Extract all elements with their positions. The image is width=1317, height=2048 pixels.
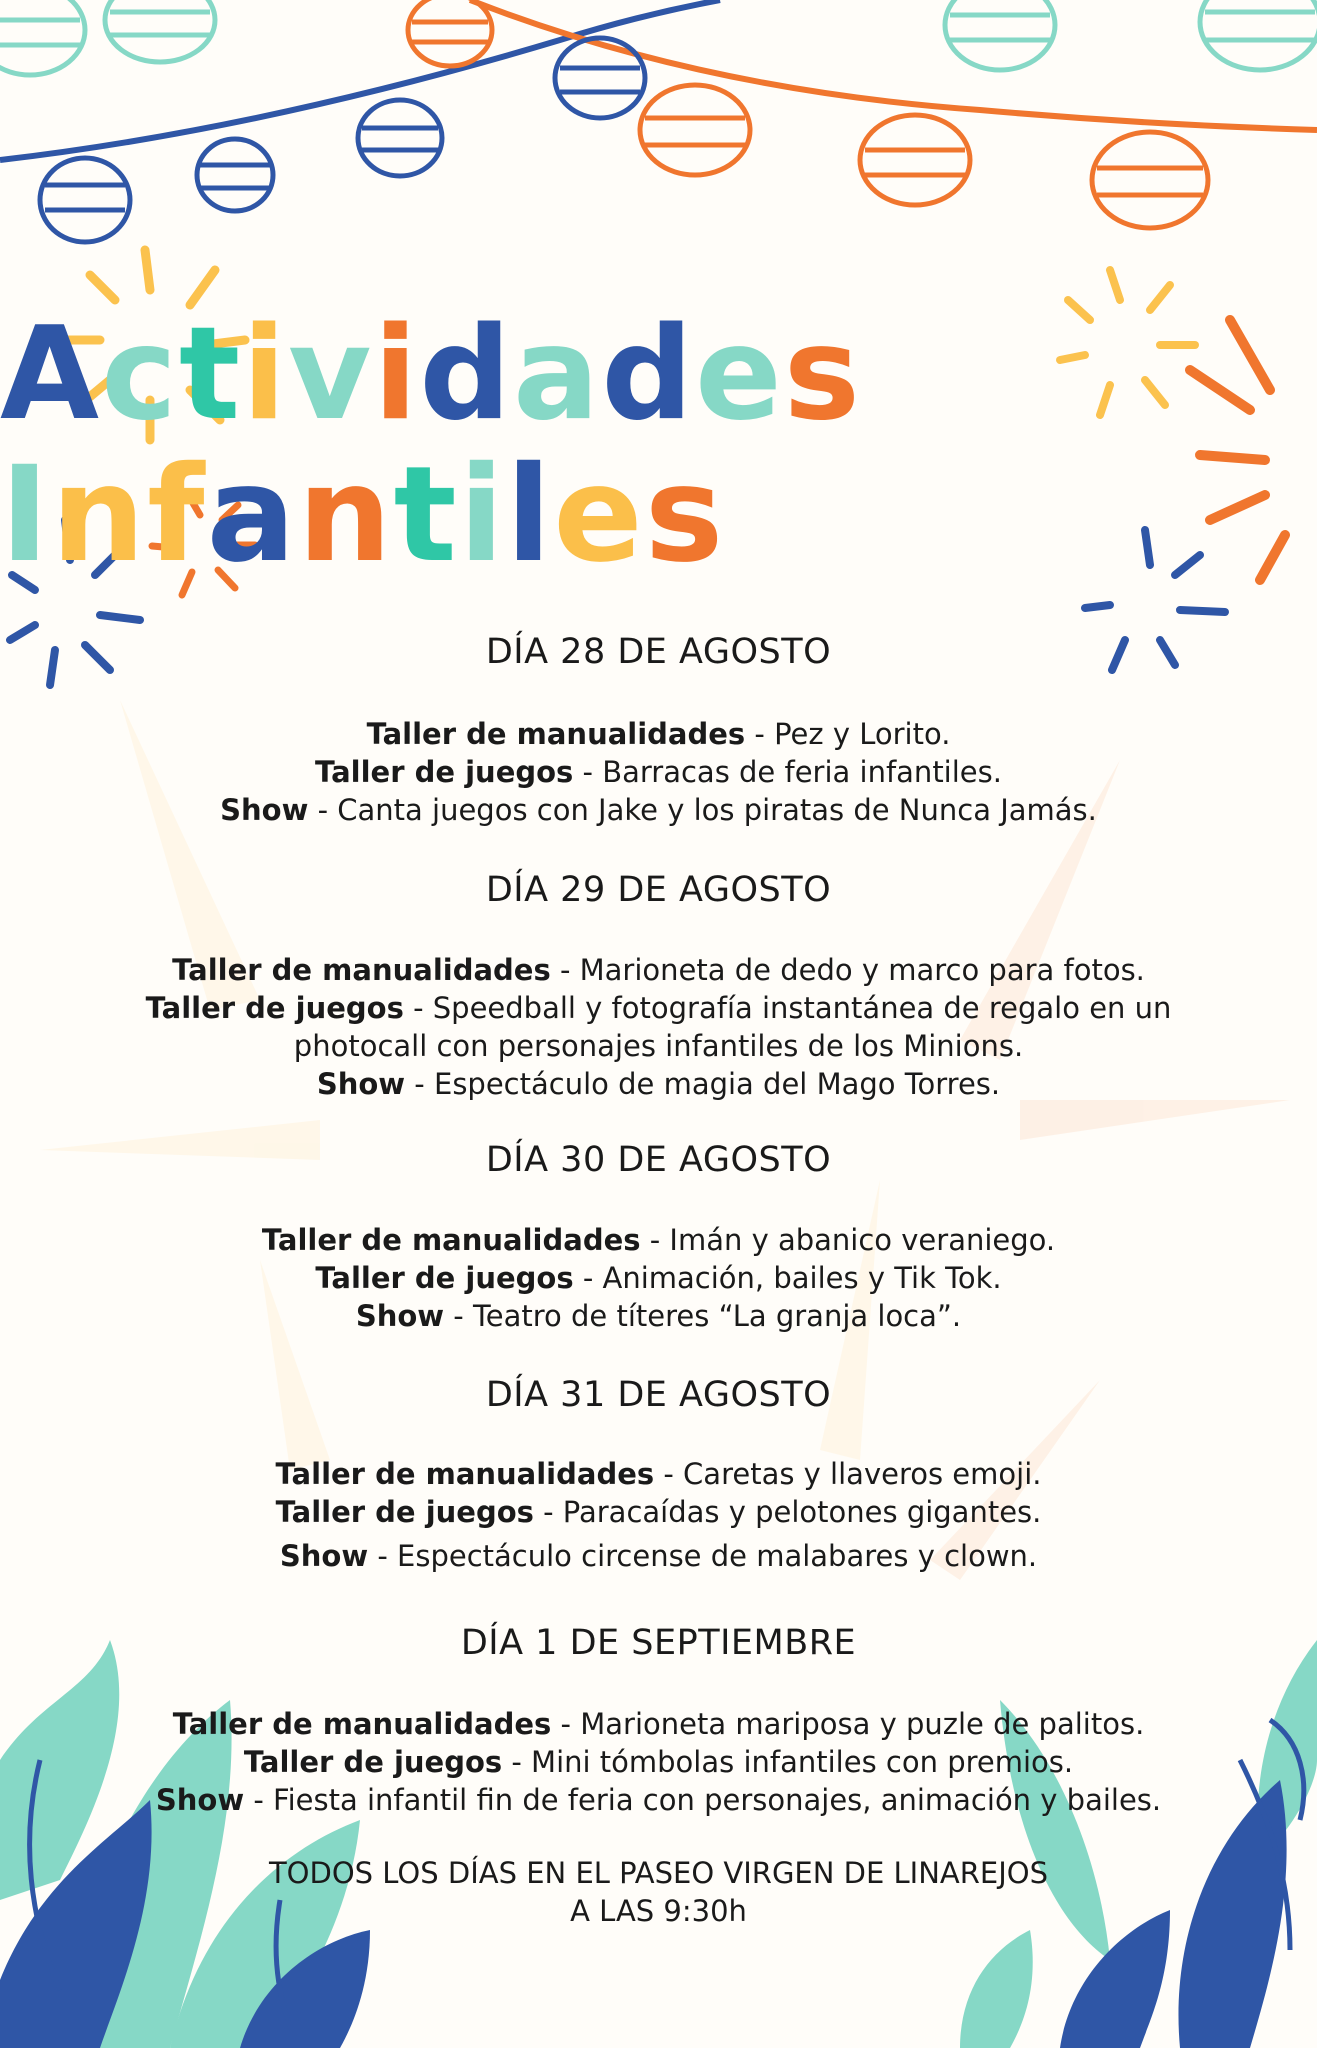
day-heading: DÍA 1 DE SEPTIEMBRE — [460, 1623, 857, 1663]
leaves-bottom-left — [0, 1640, 370, 2048]
activity-type: Taller de manualidades — [275, 1457, 655, 1491]
activity-line — [0, 1706, 1317, 1742]
activity-type: Taller de juegos — [315, 755, 574, 789]
day-heading: DÍA 29 DE AGOSTO — [485, 870, 832, 910]
activity-line — [0, 1538, 1317, 1574]
day-heading: DÍA 31 DE AGOSTO — [485, 1375, 832, 1415]
title-letter: d — [601, 300, 695, 449]
activity-type: Show — [355, 1299, 445, 1333]
title-letter: n — [51, 438, 148, 592]
garland-string-orange — [470, 0, 1317, 130]
activity-description: - Teatro de títeres “La granja loca”. — [444, 1299, 962, 1333]
title-letter: d — [419, 300, 513, 449]
title-letter: t — [178, 300, 243, 449]
activity-description: - Canta juegos con Jake y los piratas de Nunca Jamás. — [308, 793, 1097, 827]
title-letter: a — [206, 438, 298, 592]
title-letter: s — [783, 300, 862, 449]
activity-type: Taller de manualidades — [261, 1223, 641, 1257]
activity-type: Taller de juegos — [275, 1495, 534, 1529]
activity-line — [0, 1744, 1317, 1780]
title-line-infantiles — [0, 438, 725, 592]
activity-type: Show — [220, 793, 309, 827]
activity-line — [0, 1494, 1317, 1530]
activity-type: Taller de manualidades — [172, 953, 551, 987]
activity-description: - Mini tómbolas infantiles con premios. — [502, 1745, 1074, 1779]
activity-line — [0, 754, 1317, 790]
activity-description: - Animación, bailes y Tik Tok. — [573, 1261, 1002, 1295]
title-letter: v — [288, 300, 374, 449]
title-letter: i — [458, 438, 506, 592]
title-letter: i — [242, 300, 288, 449]
activity-description: - Imán y abanico veraniego. — [640, 1223, 1056, 1257]
title-letter: i — [373, 300, 420, 449]
activity-description: - Marioneta de dedo y marco para fotos. — [550, 953, 1145, 987]
activity-description: - Espectáculo de magia del Mago Torres. — [405, 1067, 1001, 1101]
activity-type: Taller de juegos — [145, 991, 404, 1025]
activity-line — [0, 952, 1317, 988]
activity-description: - Caretas y llaveros emoji. — [654, 1457, 1042, 1491]
title-letter: e — [694, 300, 784, 449]
activity-description: - Speedball y fotografía instantánea de regalo en un — [403, 991, 1172, 1025]
activity-description: - Fiesta infantil fin de feria con personajes, animación y bailes. — [244, 1783, 1162, 1817]
day-heading: DÍA 28 DE AGOSTO — [485, 632, 832, 672]
title-letter: f — [147, 438, 207, 592]
footer-location: TODOS LOS DÍAS EN EL PASEO VIRGEN DE LINAREJOS — [268, 1856, 1049, 1890]
activity-type: Show — [279, 1539, 369, 1573]
activity-type: Taller de juegos — [243, 1745, 503, 1779]
day-heading: DÍA 30 DE AGOSTO — [485, 1140, 832, 1180]
title-letter: a — [512, 300, 602, 449]
activity-line — [0, 716, 1317, 752]
activity-type: Taller de manualidades — [172, 1707, 552, 1741]
title-letter: t — [393, 438, 459, 592]
activity-type: Taller de manualidades — [366, 717, 746, 751]
activity-description: - Pez y Lorito. — [745, 717, 951, 751]
activity-line — [0, 1028, 1317, 1064]
activity-type: Show — [155, 1783, 245, 1817]
activity-line — [0, 1260, 1317, 1296]
activity-line — [0, 1222, 1317, 1258]
activity-description: - Paracaídas y pelotones gigantes. — [533, 1495, 1042, 1529]
title-letter: n — [297, 438, 394, 592]
burst-orange-right — [1190, 320, 1285, 580]
leaves-bottom-right — [960, 1640, 1317, 2048]
activity-type: Show — [316, 1067, 406, 1101]
activity-line — [0, 1456, 1317, 1492]
activity-line — [0, 1066, 1317, 1102]
activity-description: photocall con personajes infantiles de los Minions. — [293, 1029, 1024, 1063]
title-letter: I — [0, 438, 52, 592]
title-letter: e — [553, 438, 645, 592]
activity-type: Taller de juegos — [315, 1261, 574, 1295]
title-letter: A — [0, 300, 102, 449]
activity-description: - Barracas de feria infantiles. — [573, 755, 1002, 789]
activity-description: - Marioneta mariposa y puzle de palitos. — [551, 1707, 1145, 1741]
title-line-actividades — [0, 300, 862, 449]
title-letter: s — [644, 438, 726, 592]
activity-line — [0, 792, 1317, 828]
activity-line — [0, 990, 1317, 1026]
title-letter: l — [505, 438, 554, 592]
footer-time: A LAS 9:30h — [570, 1894, 747, 1928]
burst-yellow-right — [1060, 270, 1195, 415]
title-letter: c — [101, 300, 179, 449]
activity-description: - Espectáculo circense de malabares y clown. — [368, 1539, 1038, 1573]
activity-line — [0, 1782, 1317, 1818]
activity-line — [0, 1298, 1317, 1334]
